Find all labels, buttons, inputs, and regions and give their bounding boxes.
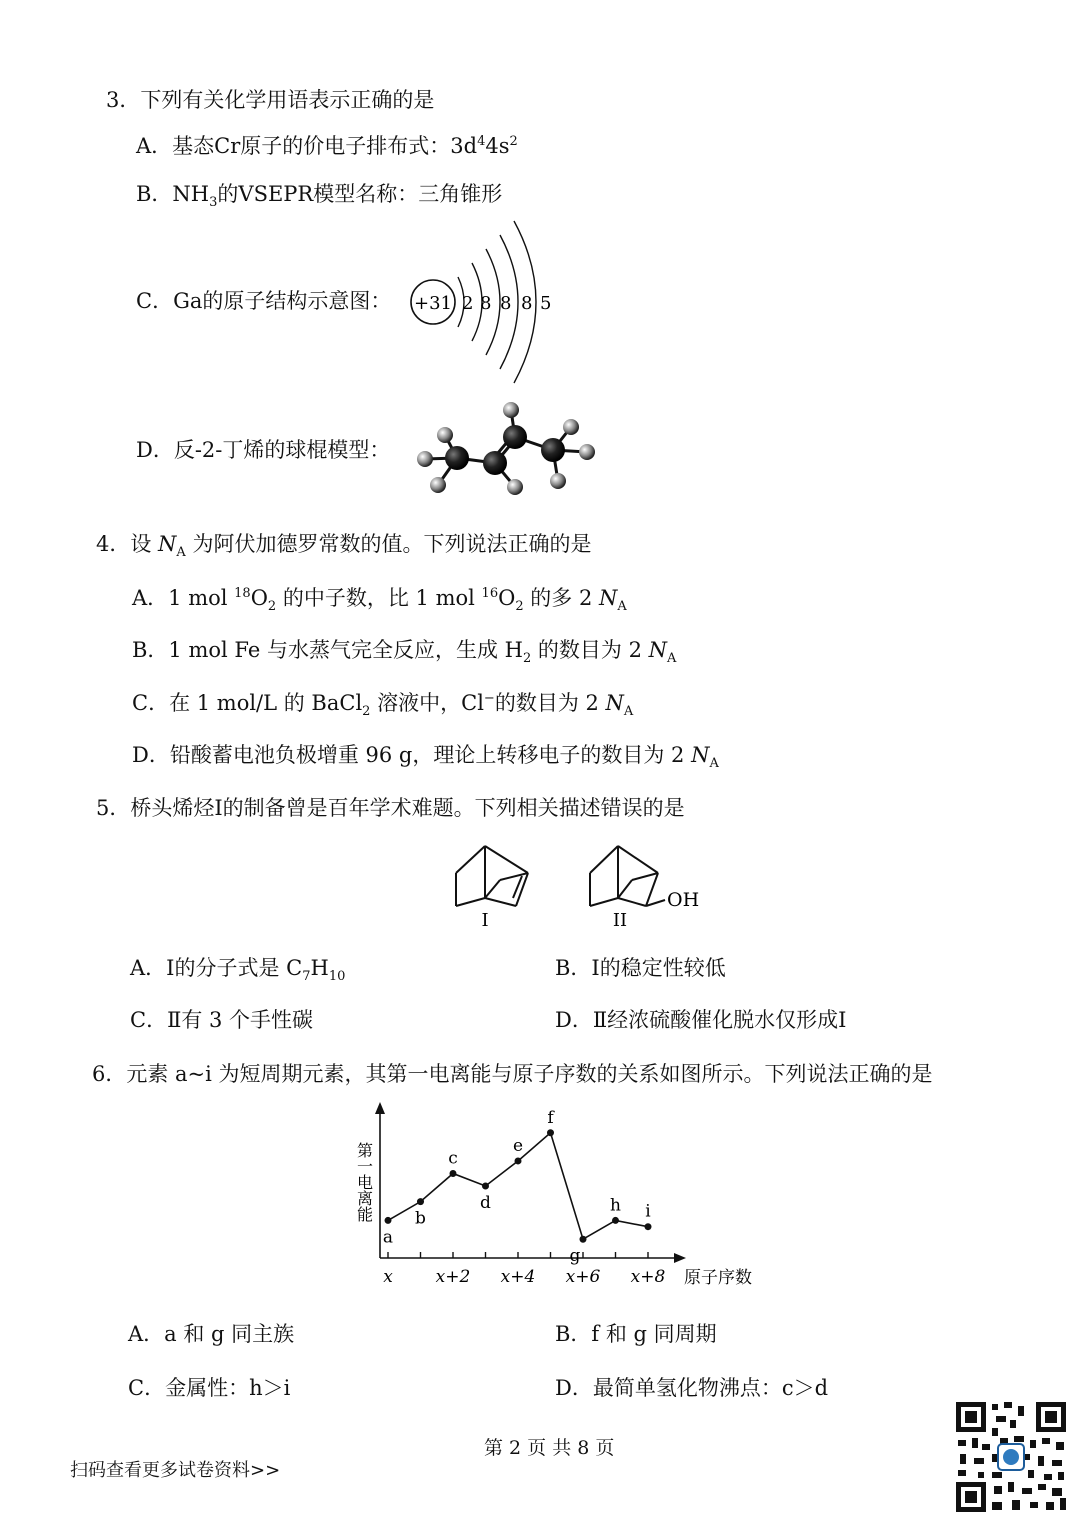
q5-stem: 5．桥头烯烃Ⅰ的制备曾是百年学术难题。下列相关描述错误的是: [96, 796, 685, 820]
q4-option-b: B．1 mol Fe 与水蒸气完全反应，生成 $H_2$ 的数目为 2 $N_A$: [132, 638, 677, 667]
data-point-a: [385, 1217, 392, 1224]
q3-option-c: C．Ga的原子结构示意图：: [136, 289, 392, 313]
point-label-d: d: [480, 1193, 491, 1213]
data-point-e: [515, 1157, 522, 1164]
point-label-e: e: [512, 1135, 524, 1156]
compound-I-label: I: [481, 910, 489, 931]
point-label-b: b: [415, 1208, 426, 1229]
q4-stem: 4．设 $N_A$ 为阿伏加德罗常数的值。下列说法正确的是: [96, 532, 592, 561]
x-axis-label: 原子序数: [684, 1268, 752, 1288]
hydrogen-atom-7: [579, 444, 595, 460]
compound-II-label: II: [612, 910, 628, 931]
q6-option-a: A．a 和 g 同主族: [128, 1322, 295, 1346]
point-label-i: i: [645, 1201, 651, 1222]
hydrogen-atom-4: [503, 402, 519, 418]
data-point-h: [612, 1217, 619, 1224]
carbon-atom-3: [503, 425, 527, 449]
q5-option-b: B．Ⅰ的稳定性较低: [555, 956, 726, 980]
shell-count-2: 8: [480, 293, 492, 314]
page-number: 第 2 页 共 8 页: [484, 1437, 615, 1459]
q4-option-d: D．铅酸蓄电池负极增重 96 g，理论上转移电子的数目为 2 $N_A$: [132, 743, 719, 772]
hydrogen-atom-2: [437, 427, 453, 443]
hydrogen-atom-6: [563, 419, 579, 435]
point-label-f: f: [547, 1107, 554, 1128]
hydroxyl-label: OH: [667, 889, 700, 911]
data-point-i: [645, 1223, 652, 1230]
shell-count-3: 8: [500, 293, 512, 314]
q3-option-b: B．$NH_3$的VSEPR模型名称：三角锥形: [136, 182, 503, 211]
scan-prompt: 扫码查看更多试卷资料>>: [70, 1460, 281, 1481]
trans-2-butene-ball-stick-model: [405, 395, 605, 500]
q4-option-a: A．1 mol $^{18}O_2$ 的中子数，比 1 mol $^{16}O_2$ 的多 2 $N_A$: [132, 586, 627, 615]
point-label-a: a: [382, 1227, 394, 1248]
x-tick-label: x+4: [500, 1267, 536, 1287]
first-ionization-energy-chart: [340, 1100, 780, 1300]
shell-count-5: 5: [540, 293, 552, 314]
carbon-atom-2: [483, 451, 507, 475]
x-tick-label: x: [383, 1267, 393, 1287]
data-point-f: [547, 1129, 554, 1136]
q6-option-d: D．最简单氢化物沸点：c＞d: [555, 1376, 829, 1400]
y-axis-arrow: [375, 1102, 385, 1114]
x-tick-label: x+6: [565, 1267, 601, 1287]
point-label-h: h: [610, 1195, 621, 1216]
y-axis-label: 第一电离能: [354, 1142, 374, 1222]
q6-option-c: C．金属性：h＞i: [128, 1376, 291, 1400]
q4-option-c: C．在 1 mol/L 的 BaCl$_2$ 溶液中，Cl−的数目为 2 $N_A$: [132, 691, 634, 720]
qr-code-icon[interactable]: [952, 1398, 1070, 1516]
shell-count-1: 2: [462, 293, 474, 314]
hydrogen-atom-8: [550, 473, 566, 489]
q3-stem: 3．下列有关化学用语表示正确的是: [106, 88, 435, 112]
q5-option-c: C．Ⅱ有 3 个手性碳: [130, 1008, 314, 1032]
compound-II-skeleton: [590, 846, 665, 906]
x-tick-label: x+2: [435, 1267, 471, 1287]
data-point-c: [450, 1170, 457, 1177]
carbon-atom-1: [445, 446, 469, 470]
data-point-b: [417, 1198, 424, 1205]
shell-count-4: 8: [521, 293, 533, 314]
point-label-c: c: [448, 1148, 458, 1169]
bridgehead-alkene-structures: [440, 838, 720, 938]
q3-option-d: D．反-2-丁烯的球棍模型：: [136, 438, 391, 462]
compound-I-skeleton: [456, 846, 528, 906]
hydrogen-atom-3: [430, 477, 446, 493]
q5-option-a: A．Ⅰ的分子式是 $C_7H_{10}$: [130, 956, 346, 985]
q5-option-d: D．Ⅱ经浓硫酸催化脱水仅形成Ⅰ: [555, 1008, 847, 1032]
ga-atomic-structure-diagram: [400, 215, 580, 390]
q3-option-a: A．基态Cr原子的价电子排布式：$3d^44s^2$: [136, 134, 518, 158]
data-point-d: [482, 1183, 489, 1190]
carbon-atom-4: [541, 438, 565, 462]
hydrogen-atom-1: [417, 451, 433, 467]
point-label-g: g: [569, 1246, 581, 1267]
x-tick-label: x+8: [630, 1267, 666, 1287]
q6-option-b: B．f 和 g 同周期: [555, 1322, 717, 1346]
hydrogen-atom-5: [507, 479, 523, 495]
nucleus-label: +31: [414, 293, 452, 314]
x-axis-arrow: [674, 1253, 686, 1263]
q6-stem: 6．元素 a~i 为短周期元素，其第一电离能与原子序数的关系如图所示。下列说法正确的是: [92, 1062, 933, 1086]
data-point-g: [580, 1236, 587, 1243]
